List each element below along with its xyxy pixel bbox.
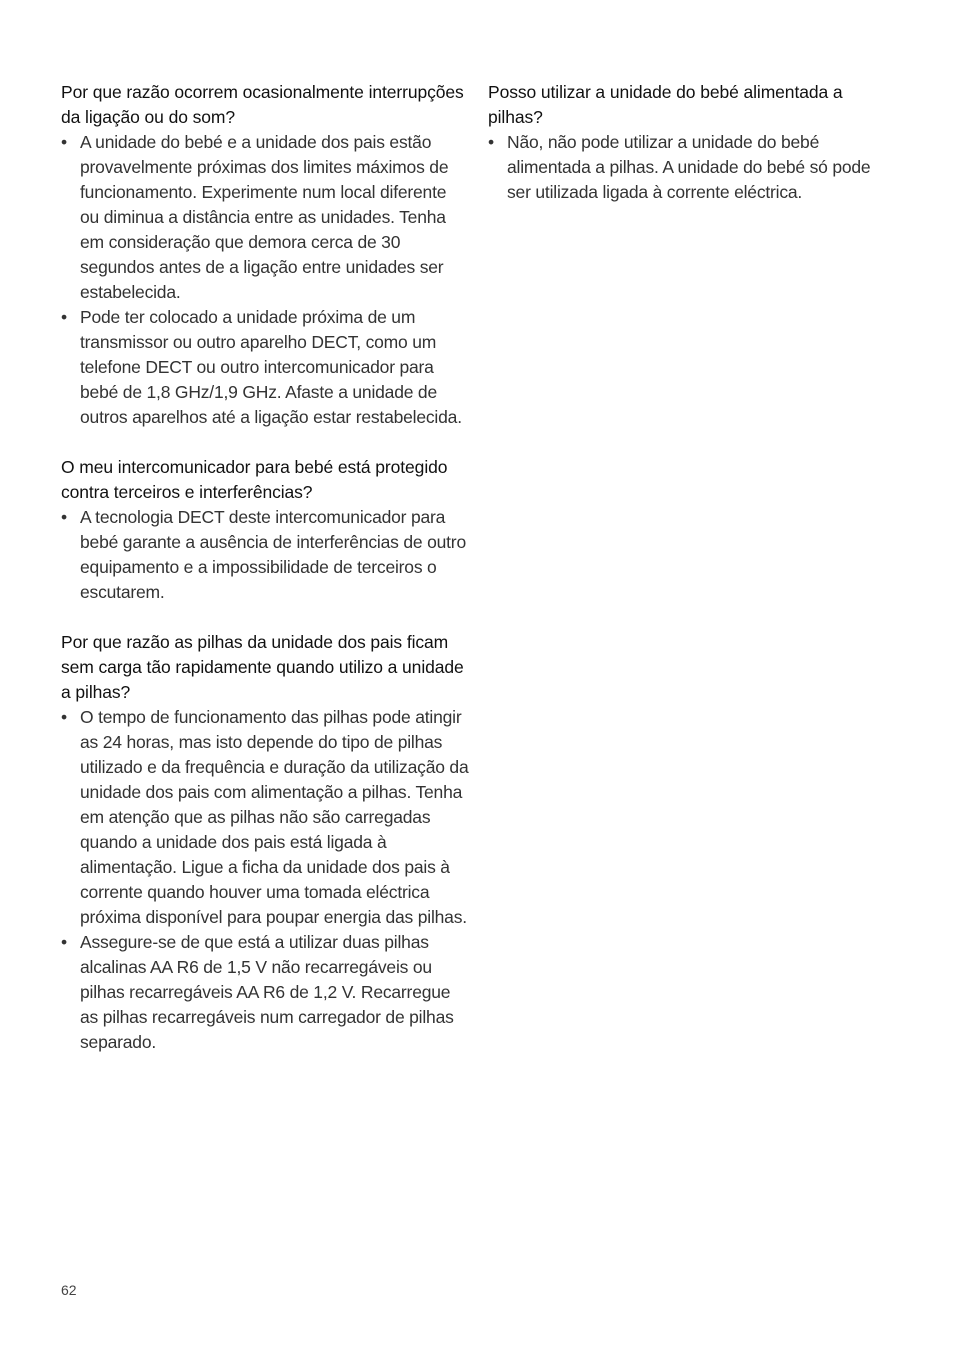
answer-list	[61, 130, 469, 430]
right-column	[488, 80, 898, 230]
answer-item	[61, 130, 469, 305]
page-number: 62	[61, 1282, 77, 1298]
answer-text: Não, não pode utilizar a unidade do bebé alimentada a pilhas. A unidade do bebé só pode ser utilizada ligada à corrente eléctrica.	[507, 132, 871, 202]
question-heading: Por que razão ocorrem ocasionalmente interrupções da ligação ou do som?	[61, 82, 464, 127]
answer-text: Assegure-se de que está a utilizar duas pilhas alcalinas AA R6 de 1,5 V não recarregáveis ou pilhas recarregáveis AA R6 de 1,2 V. Recarregue as pilhas recarregáveis num carregador de pilhas separado.	[80, 932, 454, 1052]
bullet-icon: •	[488, 132, 494, 152]
answer-item	[61, 705, 469, 930]
bullet-icon: •	[61, 932, 67, 952]
bullet-icon: •	[61, 307, 67, 327]
question-heading: Posso utilizar a unidade do bebé alimentada a pilhas?	[488, 82, 843, 127]
answer-text: A tecnologia DECT deste intercomunicador para bebé garante a ausência de interferências de outro equipamento e a impossibilidade de terceiros o escutarem.	[80, 507, 466, 602]
bullet-icon: •	[61, 132, 67, 152]
left-column	[61, 80, 469, 1080]
answer-item	[61, 930, 469, 1055]
question-heading: O meu intercomunicador para bebé está protegido contra terceiros e interferências?	[61, 457, 448, 502]
faq-baby-unit-batteries	[488, 80, 898, 205]
answer-text: A unidade do bebé e a unidade dos pais estão provavelmente próximas dos limites máximos de funcionamento. Experimente num local diferente ou diminua a distância entre as unidades. Tenha em consideração que demora cerca de 30 segundos antes de a ligação entre unidades ser estabelecida.	[80, 132, 449, 302]
answer-list	[61, 505, 469, 605]
bullet-icon: •	[61, 707, 67, 727]
answer-text: Pode ter colocado a unidade próxima de um transmissor ou outro aparelho DECT, como um telefone DECT ou outro intercomunicador para bebé de 1,8 GHz/1,9 GHz. Afaste a unidade de outros aparelhos até a ligação estar restabelecida.	[80, 307, 462, 427]
faq-connection-interruptions	[61, 80, 469, 430]
faq-protection-interference	[61, 455, 469, 605]
answer-item	[61, 305, 469, 430]
question-heading: Por que razão as pilhas da unidade dos pais ficam sem carga tão rapidamente quando utilizo a unidade a pilhas?	[61, 632, 464, 702]
faq-battery-drain	[61, 630, 469, 1055]
answer-list	[61, 705, 469, 1055]
answer-item	[488, 130, 898, 205]
bullet-icon: •	[61, 507, 67, 527]
answer-item	[61, 505, 469, 605]
answer-text: O tempo de funcionamento das pilhas pode atingir as 24 horas, mas isto depende do tipo de pilhas utilizado e da frequência e duração da utilização da unidade dos pais com alimentação a pilhas. Tenha em atenção que as pilhas não são carregadas quando a unidade dos pais está ligada à alimentação. Ligue a ficha da unidade dos pais à corrente quando houver uma tomada eléctrica próxima disponível para poupar energia das pilhas.	[80, 707, 469, 927]
answer-list	[488, 130, 898, 205]
